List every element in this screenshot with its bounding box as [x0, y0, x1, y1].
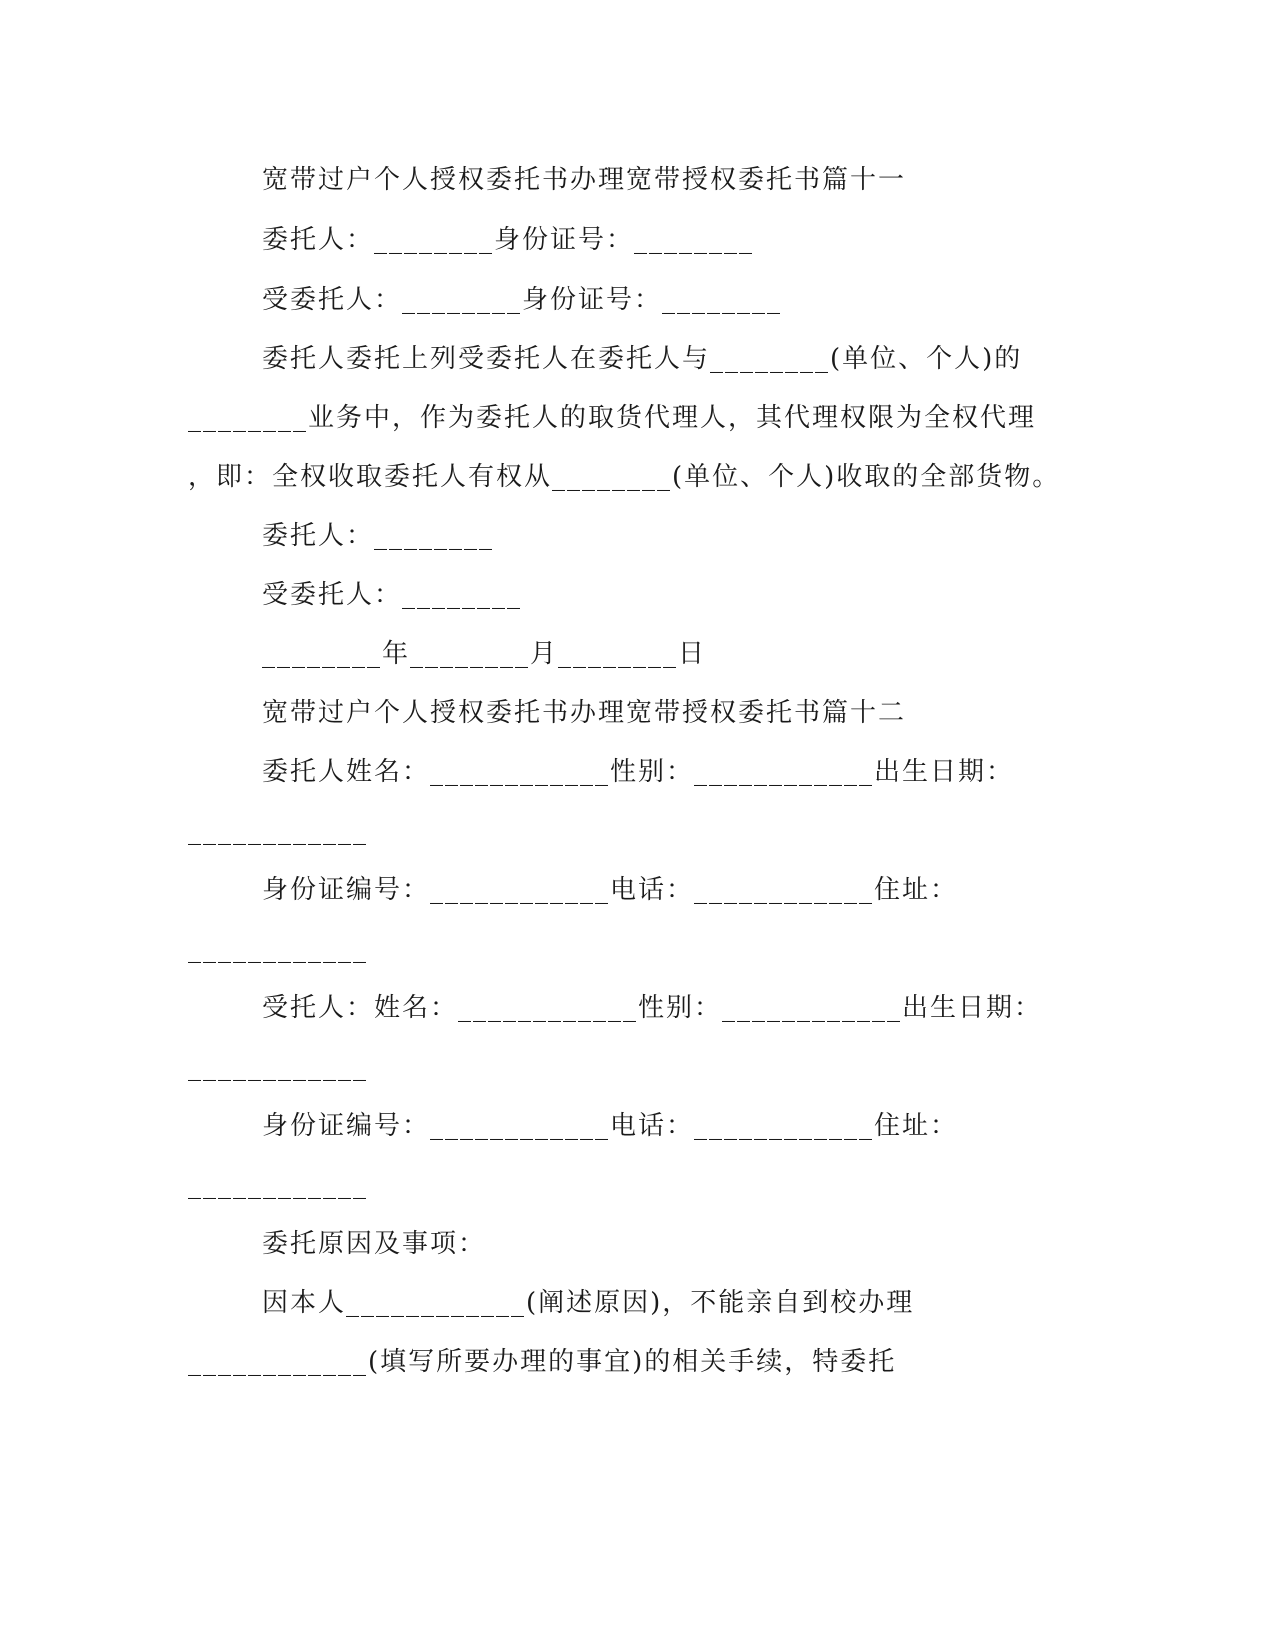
section-heading-12: 宽带过户个人授权委托书办理宽带授权委托书篇十二 [262, 698, 907, 728]
agent-idnumber-line: 身份证编号：____________电话：____________住址： [262, 1111, 959, 1141]
principal-address-blank: ____________ [188, 934, 368, 964]
agent-address-blank: ____________ [188, 1170, 368, 1200]
reason-heading: 委托原因及事项： [262, 1229, 487, 1259]
principal-signature-line: 委托人：________ [262, 521, 495, 551]
reason-line-2: ____________(填写所要办理的事宜)的相关手续，特委托 [188, 1347, 897, 1377]
date-line: ________年________月________日 [262, 639, 707, 669]
agent-signature-line: 受委托人：________ [262, 580, 523, 610]
principal-birthdate-blank: ____________ [188, 816, 368, 846]
principal-id-line: 委托人：________身份证号：________ [262, 225, 755, 255]
section-heading-11: 宽带过户个人授权委托书办理宽带授权委托书篇十一 [262, 165, 907, 195]
body-paragraph-line-2: ________业务中，作为委托人的取货代理人，其代理权限为全权代理 [188, 403, 1037, 433]
body-paragraph-line-3: ，即：全权收取委托人有权从________(单位、个人)收取的全部货物。 [188, 462, 1061, 492]
body-paragraph-line-1: 委托人委托上列受委托人在委托人与________(单位、个人)的 [262, 344, 1023, 374]
agent-id-line: 受委托人：________身份证号：________ [262, 285, 783, 315]
reason-line-1: 因本人____________(阐述原因)，不能亲自到校办理 [262, 1288, 915, 1318]
principal-name-line: 委托人姓名：____________性别：____________出生日期： [262, 757, 1015, 787]
agent-name-line: 受托人：姓名：____________性别：____________出生日期： [262, 993, 1043, 1023]
principal-idnumber-line: 身份证编号：____________电话：____________住址： [262, 875, 959, 905]
agent-birthdate-blank: ____________ [188, 1052, 368, 1082]
